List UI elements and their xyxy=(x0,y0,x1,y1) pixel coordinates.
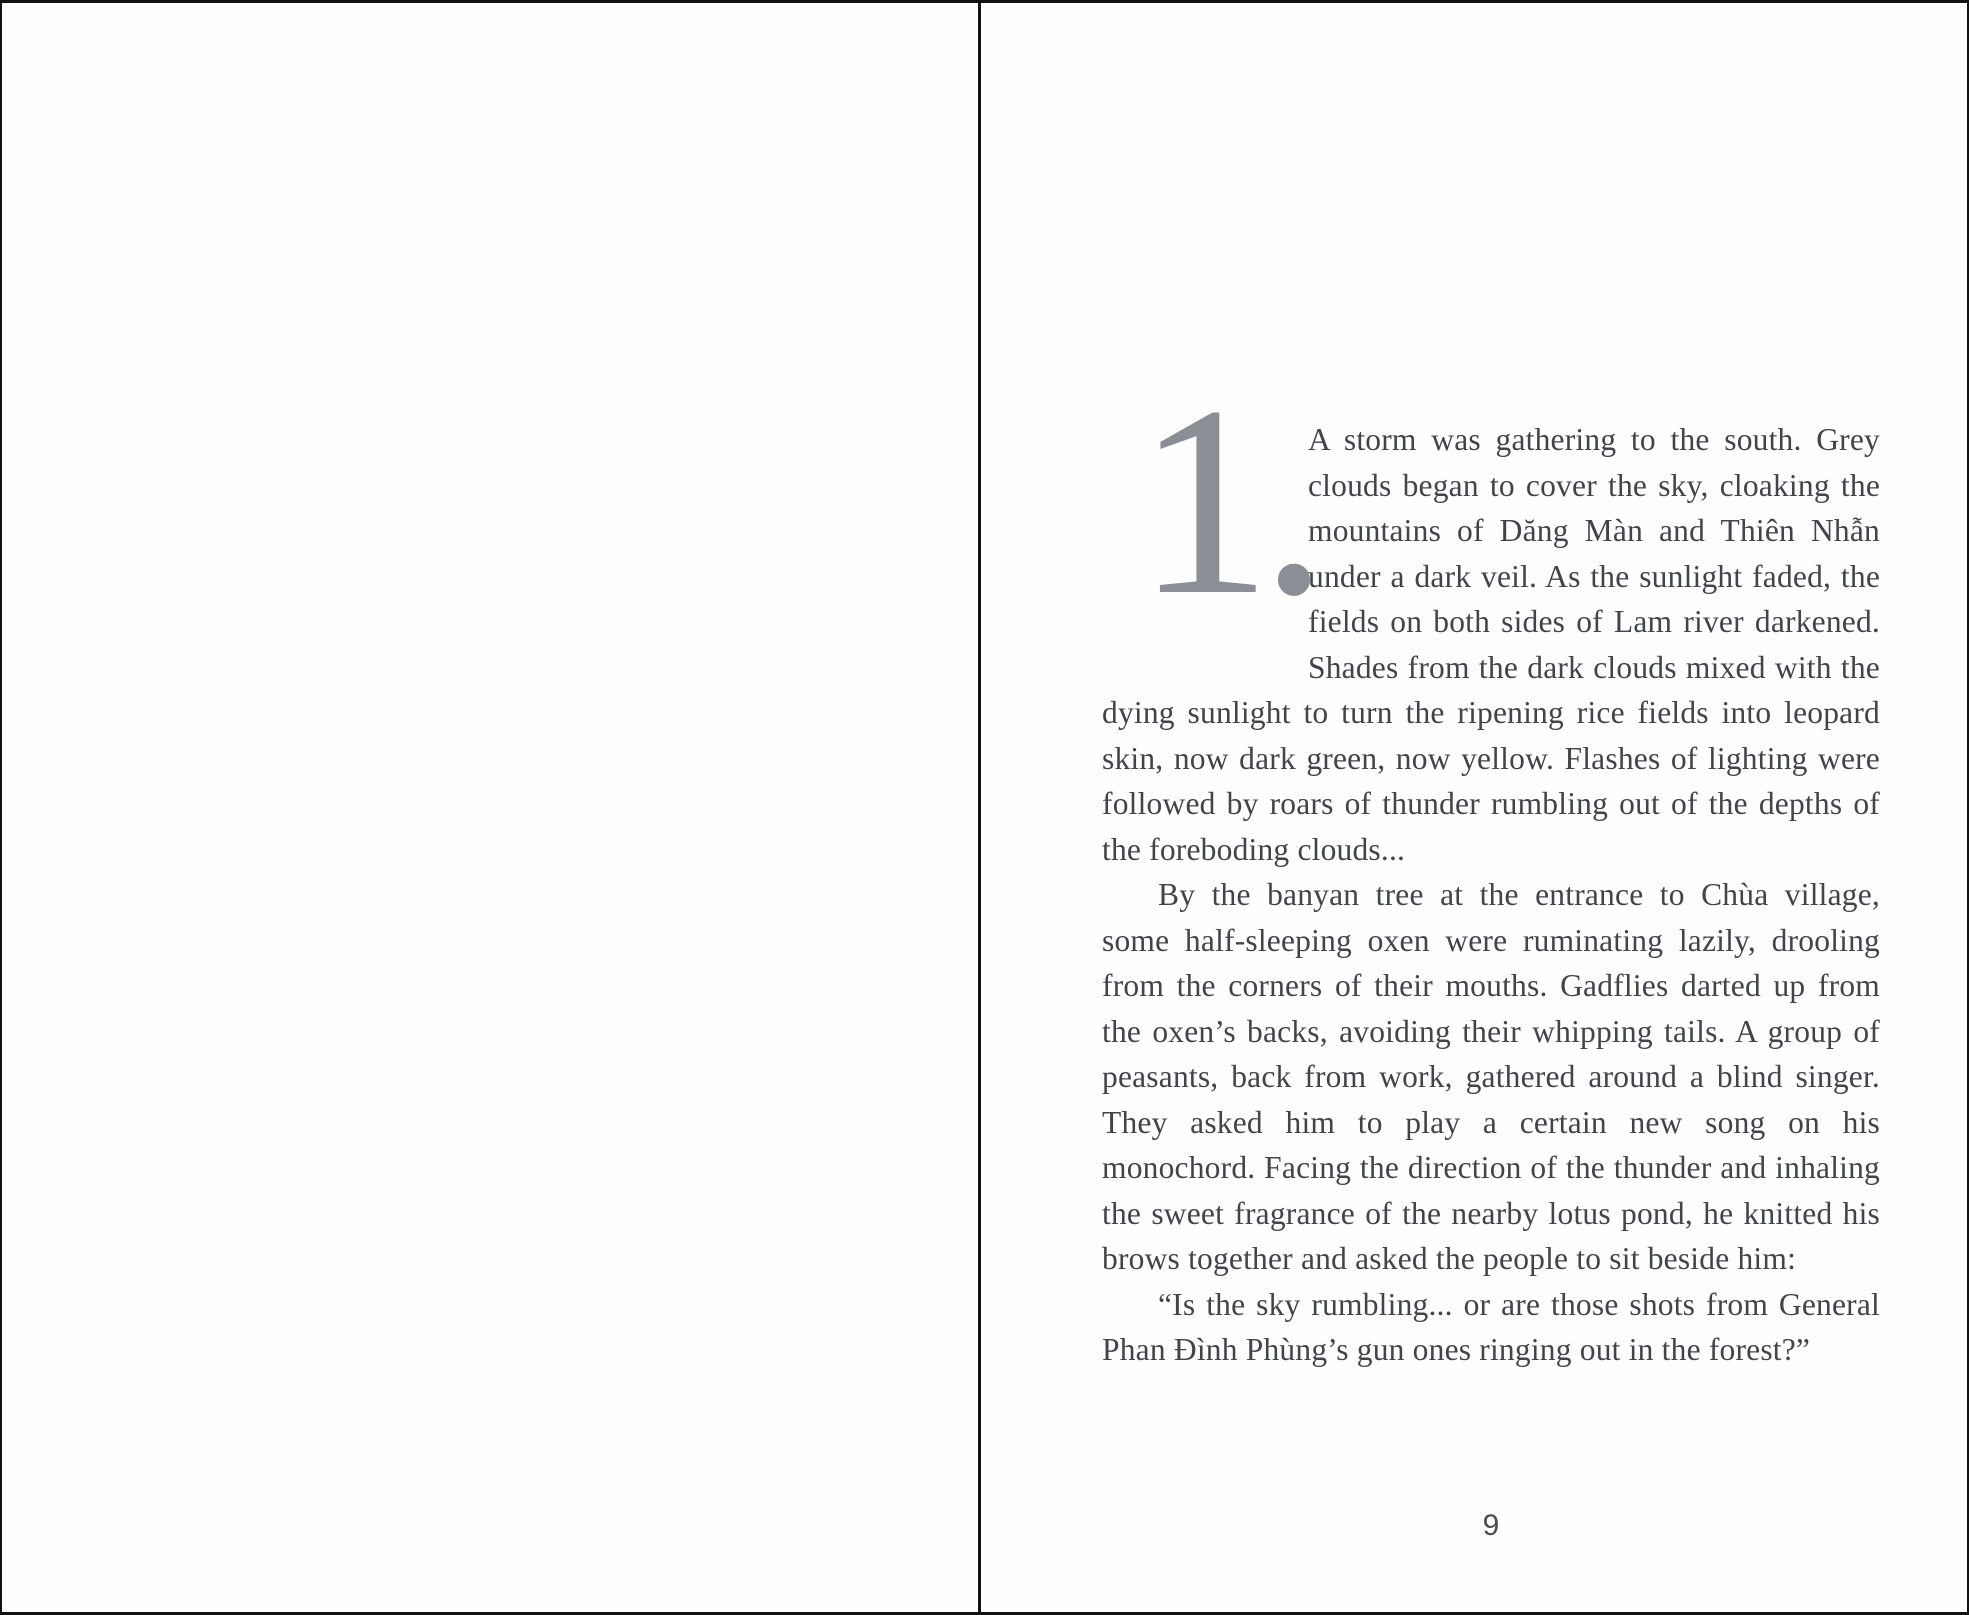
paragraph: “Is the sky rumbling... or are those shots from General Phan Đình Phùng’s gun ones ringing out in the forest?” xyxy=(1102,1286,1880,1367)
right-page xyxy=(981,3,1969,1612)
dropcap-spacer xyxy=(1102,417,1308,645)
paragraph-text: A storm was gathering to the south. Grey clouds began to cover the sky, cloaking the mountains of Dăng Màn and Thiên Nhẫn under a dark veil. As the sunlight faded, the fields on both sides of Lam river darkened. Shades from the dark clouds mixed with the dying sunlight to turn the ripening rice fields into leopard skin, now dark green, now yellow. Flashes of lighting were followed by roars of thunder rumbling out of the depths of the foreboding clouds... xyxy=(1102,422,1880,867)
paragraph: By the banyan tree at the entrance to Chùa village, some half-sleeping oxen were ruminating lazily, drooling from the corners of their mouths. Gadflies darted up from the oxen’s backs, avoiding their whipping tails. A group of peasants, back from work, gathered around a blind singer. They asked him to play a certain new song on his monochord. Facing the direction of the thunder and inhaling the sweet fragrance of the nearby lotus pond, he knitted his brows together and asked the people to sit beside him: xyxy=(1102,877,1880,1276)
left-page-blank xyxy=(2,3,978,1612)
chapter-number-dropcap: 1. xyxy=(1136,350,1316,651)
page-number: 9 xyxy=(1482,1509,1500,1542)
chapter-text-block xyxy=(1102,350,1880,1373)
paragraph xyxy=(1102,417,1880,872)
